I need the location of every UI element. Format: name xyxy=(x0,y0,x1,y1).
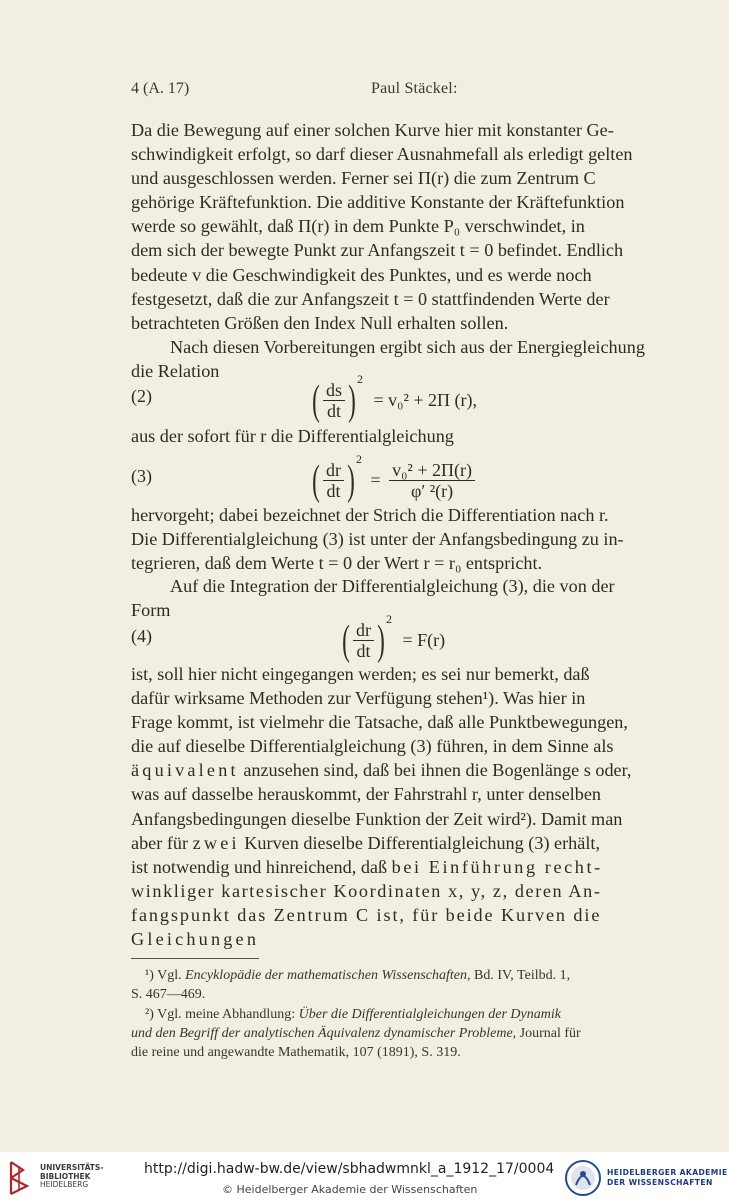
cited-title: Encyklopädie der mathematischen Wissenschaften xyxy=(185,968,467,983)
text-line: aus der sofort für r die Differentialgleichung xyxy=(131,426,454,446)
spaced-emphasis: äquivalent xyxy=(131,760,239,781)
exponent: 2 xyxy=(356,452,362,466)
fraction-numerator: ds xyxy=(326,380,343,401)
paragraph-3 xyxy=(131,424,687,448)
fraction-denominator: dt xyxy=(353,640,374,661)
equation-4: (4) ( $\frac{dr}{dt}$ )$^2$ = F(r) xyxy=(131,612,446,664)
text-line: dem sich der bewegte Punkt zur Anfangszeit t = 0 befindet. Endlich xyxy=(131,240,624,261)
text-line: die auf dieselbe Differentialgleichung (3) führen, in dem Sinne als xyxy=(131,736,614,757)
text-line: Da die Bewegung auf einer solchen Kurve hier mit konstanter Ge- xyxy=(131,120,614,140)
equation-label: (3) xyxy=(131,466,152,486)
spaced-emphasis: fangspunkt das Zentrum C ist, für beide Kurven die xyxy=(131,904,602,925)
text-line: und ausgeschlossen werden. Ferner sei Π(r) die zum Zentrum C xyxy=(131,168,596,189)
text-line xyxy=(131,927,687,951)
text-line: werde so gewählt, daß Π(r) in dem Punkte P₀ verschwindet, in xyxy=(131,216,585,237)
text-line: bedeute v die Geschwindigkeit des Punktes, und es werde noch xyxy=(131,264,592,285)
paragraph-4 xyxy=(131,503,687,575)
footnote-2: ²) Vgl. meine Abhandlung: Über die Differentialgleichungen der Dynamik und den Begriff der analytischen Äquivalenz dynamischer Probleme, Journal für die reine und angewandte Mathematik, 107 (1891), S. 319. xyxy=(131,1007,581,1060)
text-line: gehörige Kräftefunktion. Die additive Konstante der Kräftefunktion xyxy=(131,192,625,213)
text-line: was auf dasselbe herauskommt, der Fahrstrahl r, unter denselben xyxy=(131,784,601,805)
text-line: ist, soll hier nicht eingegangen werden; es sei nur bemerkt, daß xyxy=(131,664,590,684)
text-line xyxy=(131,903,687,927)
text-line: äquivalent anzusehen sind, daß bei ihnen die Bogenlänge s oder, xyxy=(131,760,632,781)
text-line: die Relation xyxy=(131,361,220,382)
equation-label: (2) xyxy=(131,386,152,406)
equation-rhs: = v₀² + 2Π (r), xyxy=(373,390,477,411)
fraction-numerator: dr xyxy=(326,460,341,481)
equation-2: (2) ( $\frac{ds}{dt}$ )$^2$ = v₀² + 2Π (r), xyxy=(131,372,477,424)
running-header xyxy=(131,80,685,102)
footnote-rule xyxy=(131,958,259,959)
cited-title: Über die Differentialgleichungen der Dynamik xyxy=(298,1007,561,1022)
text-line: Auf die Integration der Differentialgleichung (3), die von der xyxy=(170,576,615,596)
text-line: Form xyxy=(131,600,171,621)
text-line: Frage kommt, ist vielmehr die Tatsache, daß alle Punktbewegungen, xyxy=(131,712,628,733)
academy-label: HEIDELBERGER AKADEMIE DER WISSENSCHAFTEN xyxy=(607,1168,728,1187)
running-head-author: Paul Stäckel: xyxy=(371,80,458,97)
exponent: 2 xyxy=(357,372,364,386)
fraction-denominator: dt xyxy=(323,480,344,501)
paragraph-1 xyxy=(131,118,687,335)
exponent: 2 xyxy=(386,612,392,626)
page-number: 4 (A. 17) xyxy=(131,80,190,97)
text-line: schwindigkeit erfolgt, so darf dieser Ausnahmefall als erledigt gelten xyxy=(131,144,633,165)
permalink-url[interactable]: http://digi.hadw-bw.de/view/sbhadwmnkl_a_1912_17/0004 xyxy=(144,1161,555,1177)
text-line xyxy=(131,879,687,903)
text-line: hervorgeht; dabei bezeichnet der Strich die Differentiation nach r. xyxy=(131,505,609,525)
equation-3: (3) ( $\frac{dr}{dt}$ )$^2$ = $\frac{\text{v₀² + 2Π(r)}}{\text{φ′ ²(r)}}$ xyxy=(131,452,691,502)
spaced-emphasis: bei Einführung recht- xyxy=(391,856,603,877)
cited-title: und den Begriff der analytischen Äquivalenz dynamischer Probleme xyxy=(131,1026,513,1041)
spaced-emphasis: winkliger kartesischer Koordinaten x, y, z, deren An- xyxy=(131,880,602,901)
text-line: ist notwendig und hinreichend, daß bei Einführung recht- xyxy=(131,856,603,877)
text-line: dafür wirksame Methoden zur Verfügung stehen¹). Was hier in xyxy=(131,688,586,709)
university-library-logo-icon xyxy=(7,1160,35,1196)
fraction-numerator: dr xyxy=(356,620,371,641)
text-line: tegrieren, daß dem Werte t = 0 der Wert r = r₀ entspricht. xyxy=(131,553,543,574)
text-line: Nach diesen Vorbereitungen ergibt sich aus der Energiegleichung xyxy=(170,337,645,357)
text-line: Die Differentialgleichung (3) ist unter der Anfangsbedingung zu in- xyxy=(131,529,624,550)
academy-seal-icon xyxy=(564,1159,602,1197)
spaced-emphasis: Gleichungen xyxy=(131,929,260,950)
viewer-footer xyxy=(0,1152,729,1204)
university-library-label: UNIVERSITÄTS- BIBLIOTHEK HEIDELBERG xyxy=(40,1163,104,1189)
equals-sign: = xyxy=(370,470,381,491)
fraction-denominator: dt xyxy=(323,400,345,421)
footnote-1: ¹) Vgl. Encyklopädie der mathematischen Wissenschaften, Bd. IV, Teilbd. 1, S. 467—469. xyxy=(131,968,571,1002)
copyright-notice: © Heidelberger Akademie der Wissenschaften xyxy=(222,1183,478,1196)
spaced-emphasis: zwei xyxy=(192,832,240,853)
text-line: aber für zwei Kurven dieselbe Differentialgleichung (3) erhält, xyxy=(131,832,600,853)
fraction-numerator: v₀² + 2Π(r) xyxy=(392,460,472,481)
text-line: festgesetzt, daß die zur Anfangszeit t = 0 stattfindenden Werte der xyxy=(131,288,610,309)
paragraph-6 xyxy=(131,662,687,951)
text-line: betrachteten Größen den Index Null erhalten sollen. xyxy=(131,312,509,333)
equation-label: (4) xyxy=(131,626,152,646)
text-line: Anfangsbedingungen dieselbe Funktion der Zeit wird²). Damit man xyxy=(131,808,623,829)
equation-rhs: = F(r) xyxy=(402,630,446,651)
fraction-denominator: φ′ ²(r) xyxy=(389,480,475,501)
